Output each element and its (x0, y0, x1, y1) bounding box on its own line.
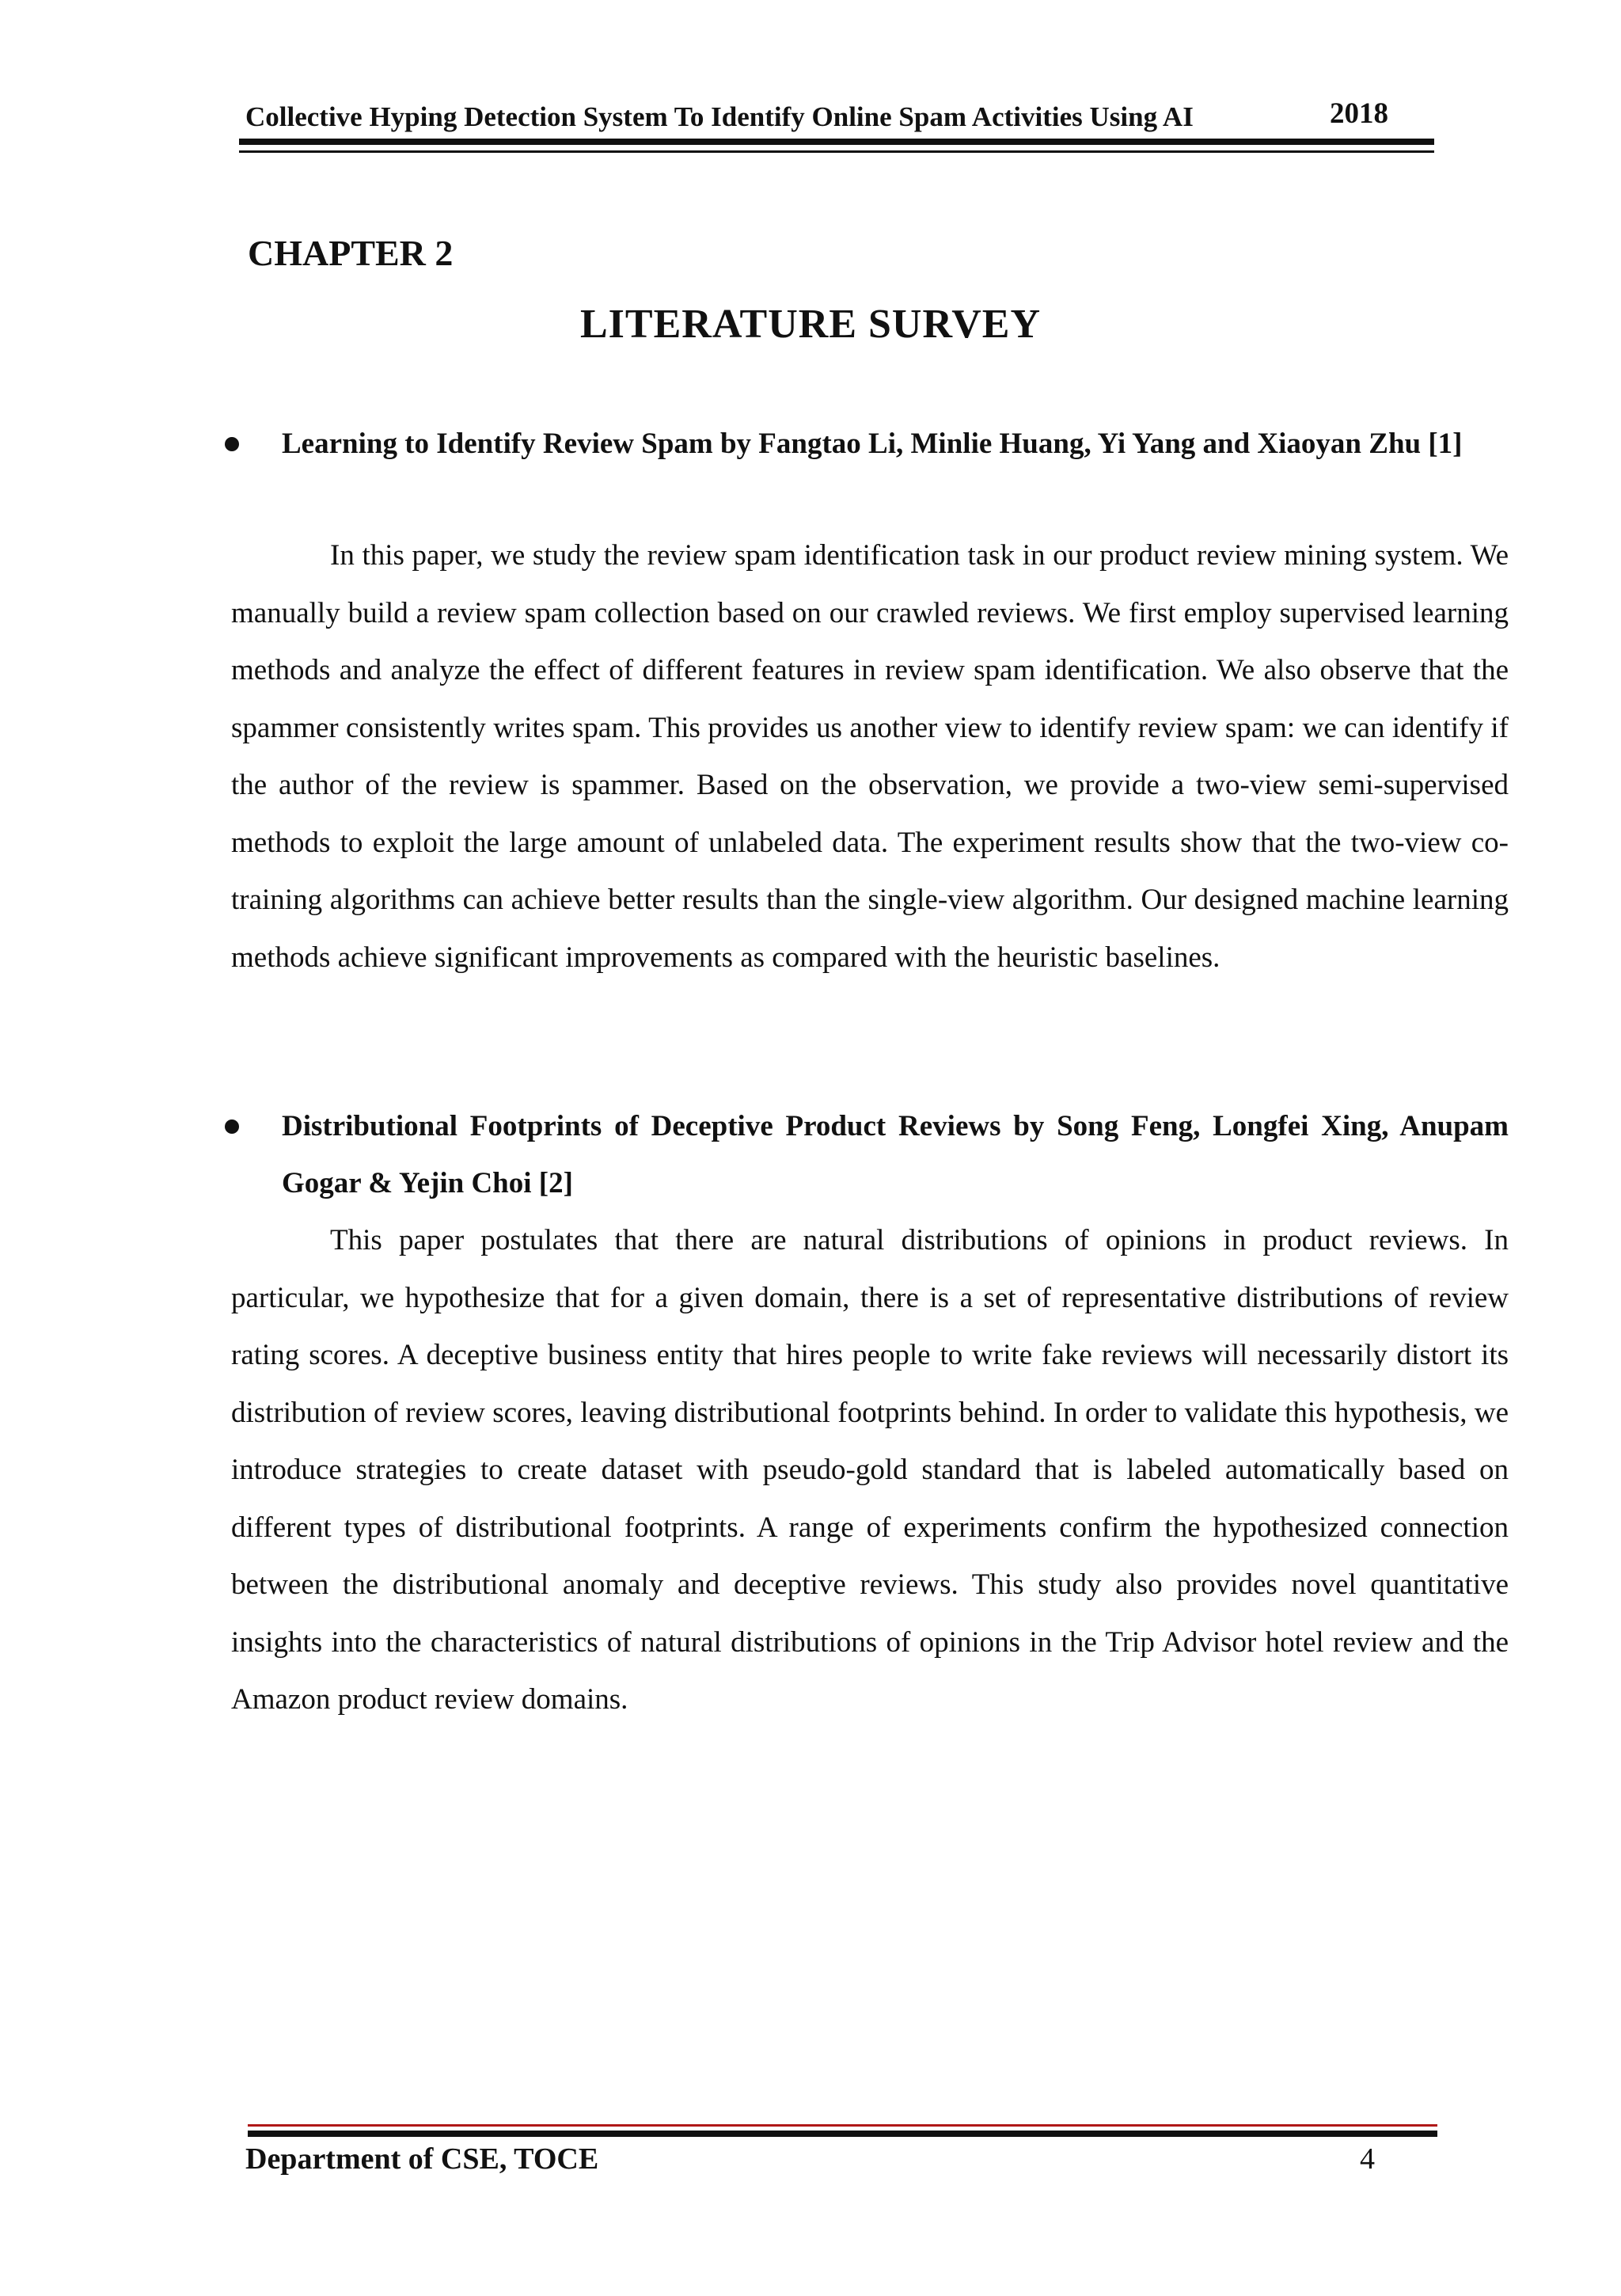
entry-title: Distributional Footprints of Deceptive Product Reviews by Song Feng, Longfei Xing, Anupam Gogar & Yejin Choi [2] (282, 1110, 1509, 1199)
footer-rule (248, 2131, 1437, 2137)
running-header-title: Collective Hyping Detection System To Identify Online Spam Activities Using AI (245, 101, 1194, 132)
entry-title: Learning to Identify Review Spam by Fangtao Li, Minlie Huang, Yi Yang and Xiaoyan Zhu [1] (282, 428, 1463, 460)
bullet-icon (225, 437, 239, 451)
chapter-number: CHAPTER 2 (248, 233, 454, 273)
footer-rule-accent (248, 2124, 1437, 2127)
footer-department: Department of CSE, TOCE (245, 2142, 599, 2176)
page-number: 4 (1360, 2142, 1375, 2176)
entry-body: In this paper, we study the review spam identification task in our product review mining system. We manually build a review spam collection based on our crawled reviews. We first employ supervised learning methods and analyze the effect of different features in review spam identification. We also observe that the spammer consistently writes spam. This provides us another view to identify review spam: we can identify if the author of the review is spammer. Based on the observation, we provide a two-view semi-supervised methods to exploit the large amount of unlabeled data. The experiment results show that the two-view co-training algorithms can achieve better results than the single-view algorithm. Our designed machine learning methods achieve significant improvements as compared with the heuristic baselines. (231, 539, 1509, 974)
header-rule-secondary (239, 150, 1434, 153)
chapter-title: LITERATURE SURVEY (580, 302, 1041, 347)
running-header-year: 2018 (1330, 97, 1388, 130)
header-rule (239, 139, 1434, 145)
bullet-icon (225, 1119, 239, 1134)
entry-body: This paper postulates that there are natural distributions of opinions in product reviews. In particular, we hypothesize that for a given domain, there is a set of representative distributions of review rating scores. A deceptive business entity that hires people to write fake reviews will necessarily distort its distribution of review scores, leaving distributional footprints behind. In order to validate this hypothesis, we introduce strategies to create dataset with pseudo-gold standard that is labeled automatically based on different types of distributional footprints. A range of experiments confirm the hypothesized connection between the distributional anomaly and deceptive reviews. This study also provides novel quantitative insights into the characteristics of natural distributions of opinions in the Trip Advisor hotel review and the Amazon product review domains. (231, 1224, 1509, 1716)
